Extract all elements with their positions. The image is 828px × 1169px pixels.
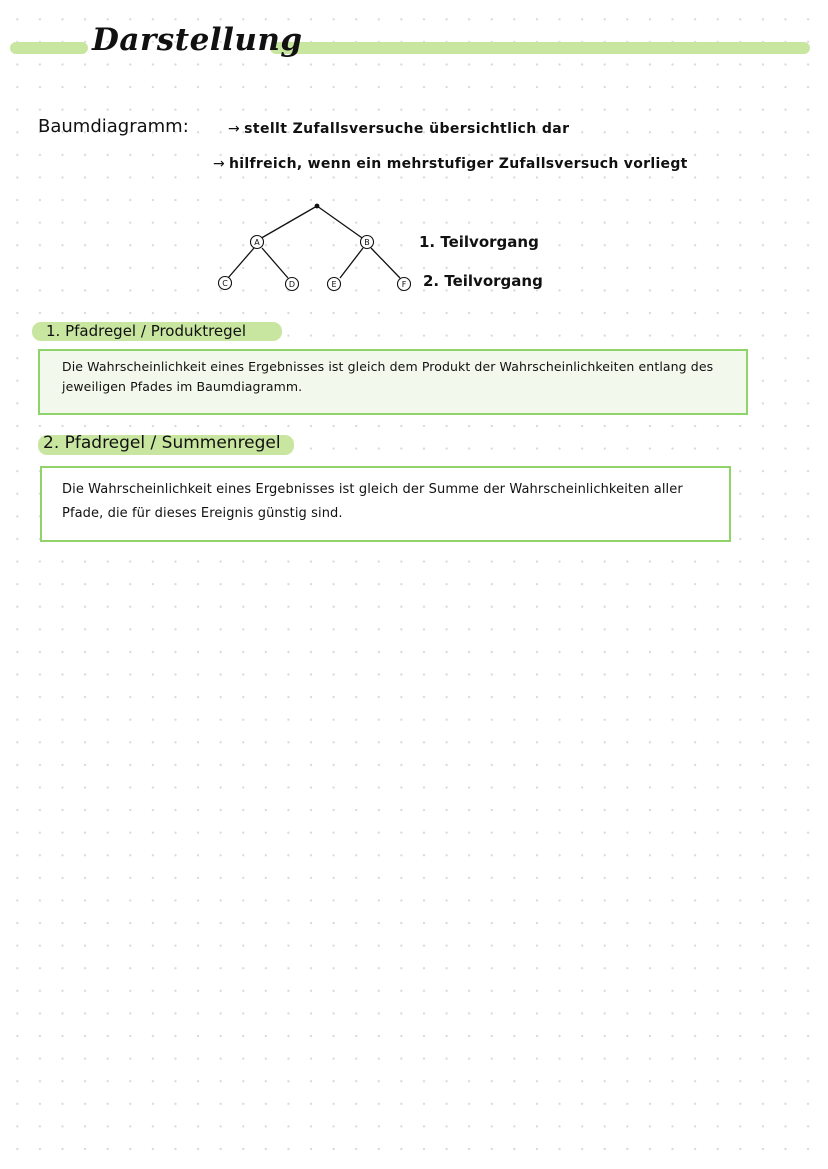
- node-label-e: E: [331, 280, 337, 289]
- edge-a-c: [228, 248, 254, 278]
- arrow-right-icon: →: [228, 121, 241, 137]
- node-label-d: D: [288, 280, 296, 289]
- title-highlight-right: [270, 42, 810, 54]
- definition-bullet-1: [228, 121, 569, 137]
- edge-b-e: [340, 248, 363, 278]
- rule-1-title: 1. Pfadregel / Produktregel: [46, 322, 247, 340]
- node-label-c: C: [222, 279, 228, 288]
- tree-level-1-label: 1. Teilvorgang: [419, 233, 539, 251]
- rule-2-text: Die Wahrscheinlichkeit eines Ergebnisses ist gleich der Summe der Wahrscheinlichkeiten aller Pfade, die für dieses Ereignis günstig sind.: [62, 482, 683, 521]
- tree-root: [315, 204, 320, 209]
- title-highlight-left: [10, 42, 88, 54]
- node-label-f: F: [401, 280, 407, 289]
- bullet-text: hilfreich, wenn ein mehrstufiger Zufallsversuch vorliegt: [229, 156, 688, 172]
- edge-b-f: [371, 248, 400, 278]
- tree-level-2-label: 2. Teilvorgang: [423, 272, 543, 290]
- definition-colon: :: [182, 116, 189, 137]
- bullet-text: stellt Zufallsversuche übersichtlich dar: [244, 121, 570, 137]
- rule-1-text: Die Wahrscheinlichkeit eines Ergebnisses ist gleich dem Produkt der Wahrscheinlichkeiten entlang des jeweiligen Pfades im Baumdiagramm.: [62, 359, 714, 394]
- page-title: Darstellung: [92, 22, 303, 58]
- rule-1-box: [38, 349, 748, 415]
- arrow-right-icon: →: [213, 156, 226, 172]
- node-label-b: B: [364, 238, 370, 247]
- definition-bullet-2: [213, 156, 688, 172]
- edge-root-a: [258, 206, 317, 240]
- rule-2-box: [40, 466, 731, 542]
- rule-2-title: 2. Pfadregel / Summenregel: [43, 433, 281, 453]
- tree-diagram: [200, 198, 420, 298]
- definition-term: Baumdiagramm: [38, 116, 183, 137]
- edge-root-b: [317, 206, 365, 240]
- edge-a-d: [262, 248, 288, 278]
- node-label-a: A: [254, 238, 260, 247]
- definition-label: [38, 116, 189, 137]
